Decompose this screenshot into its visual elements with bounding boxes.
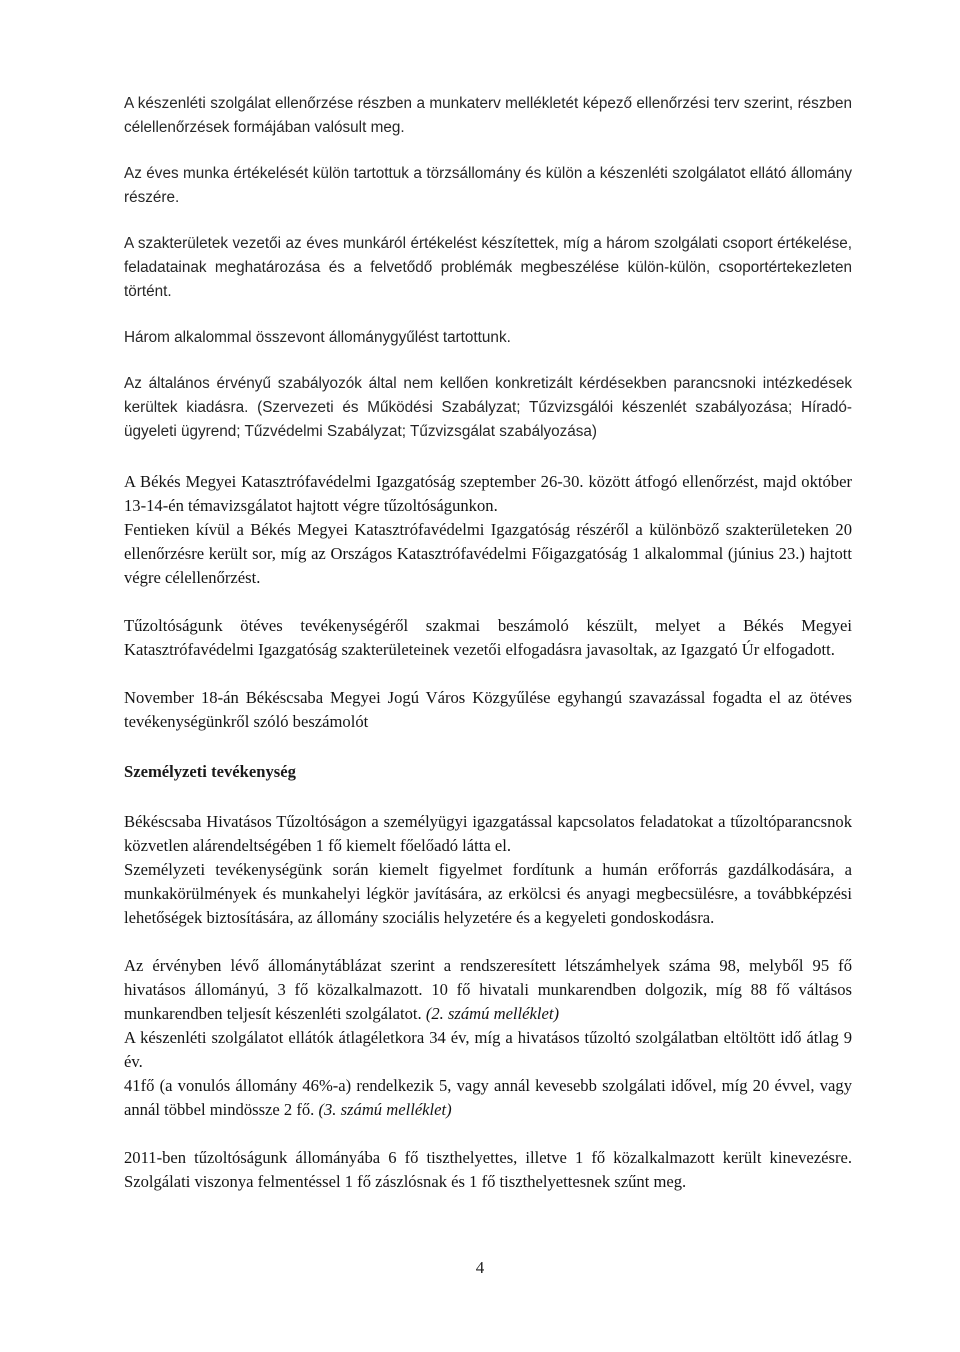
paragraph-headcount bbox=[124, 954, 852, 1026]
headcount-text: Az érvényben lévő állománytáblázat szerint a rendszeresített létszámhelyek száma 98, melyből 95 fő hivatásos állományú, 3 fő közalkalmazott. 10 fő hivatali munkarendben dolgozik, míg 88 fő váltásos munkarendben teljesít készenléti szolgálatot. bbox=[124, 956, 852, 1023]
page-number: 4 bbox=[475, 1258, 485, 1277]
appendix-2-reference: (2. számú melléklet) bbox=[425, 1004, 559, 1023]
service-time-text: 41fő (a vonulós állomány 46%-a) rendelkezik 5, vagy annál kevesebb szolgálati idővel, míg 20 évvel, vagy annál többel mindössze 2 fő. bbox=[124, 1076, 852, 1119]
document-page bbox=[124, 92, 852, 1194]
section-heading-personnel: Személyzeti tevékenység bbox=[124, 762, 296, 781]
paragraph-hr-administration: Békéscsaba Hivatásos Tűzoltóságon a személyügyi igazgatással kapcsolatos feladatokat a tűzoltóparancsnok közvetlen alárendeltségében 1 fő kiemelt főelőadó látta el. bbox=[124, 812, 852, 855]
paragraph-council-approval: November 18-án Békéscsaba Megyei Jogú Város Közgyűlése egyhangú szavazással fogadta el az ötéves tevékenységünkről szóló beszámolót bbox=[124, 688, 852, 731]
paragraph-staff-meetings: Három alkalommal összevont állománygyűlést tartottunk. bbox=[124, 329, 511, 346]
paragraph-further-inspections: Fentieken kívül a Békés Megyei Katasztrófavédelmi Igazgatóság részéről a különböző szakterületeken 20 ellenőrzésre került sor, míg az Országos Katasztrófavédelmi Főigazgatóság 1 alkalommal (június 23.) hajtott végre célellenőrzést. bbox=[124, 520, 852, 587]
paragraph-2011-appointments: 2011-ben tűzoltóságunk állományába 6 fő tiszthelyettes, illetve 1 fő közalkalmazott került kinevezésre. Szolgálati viszonya felmentéssel 1 fő zászlósnak és 1 fő tiszthelyettesnek szűnt meg. bbox=[124, 1148, 852, 1191]
paragraph-directorate-inspection: A Békés Megyei Katasztrófavédelmi Igazgatóság szeptember 26-30. között átfogó ellenőrzést, majd október 13-14-én témavizsgálatot hajtott végre tűzoltóságunkon. bbox=[124, 472, 852, 515]
paragraph-average-age: A készenléti szolgálatot ellátók átlagéletkora 34 év, míg a hivatásos tűzoltó szolgálatban eltöltött idő átlag 9 év. bbox=[124, 1028, 852, 1071]
paragraph-five-year-report: Tűzoltóságunk ötéves tevékenységéről szakmai beszámoló készült, melyet a Békés Megyei Katasztrófavédelmi Igazgatóság szakterületeinek vezetői elfogadásra javasoltak, az Igazgató Úr elfogadott. bbox=[124, 616, 852, 659]
appendix-3-reference: (3. számú melléklet) bbox=[318, 1100, 452, 1119]
paragraph-inspection: A készenléti szolgálat ellenőrzése részben a munkaterv mellékletét képező ellenőrzési terv szerint, részben célellenőrzések formájában valósult meg. bbox=[124, 95, 852, 136]
paragraph-annual-evaluation: Az éves munka értékelését külön tartottuk a törzsállomány és külön a készenléti szolgálatot ellátó állomány részére. bbox=[124, 165, 852, 206]
paragraph-department-heads: A szakterületek vezetői az éves munkáról értékelést készítettek, míg a három szolgálati csoport értékelése, feladatainak meghatározása és a felvetődő problémák megbeszélése külön-külön, csoportértekezleten történt. bbox=[124, 235, 852, 300]
paragraph-commander-orders: Az általános érvényű szabályozók által nem kellően konkretizált kérdésekben parancsnoki intézkedések kerültek kiadásra. (Szervezeti és Működési Szabályzat; Tűzvizsgálói készenlét szabályozása; Híradó-ügyeleti ügyrend; Tűzvédelmi Szabályzat; Tűzvizsgálat szabályozása) bbox=[124, 375, 852, 440]
paragraph-hr-priorities: Személyzeti tevékenységünk során kiemelt figyelmet fordítunk a humán erőforrás gazdálkodására, a munkakörülmények és munkahelyi légkör javítására, az erkölcsi és anyagi megbecsülésre, a továbbképzési lehetőségek biztosítására, az állomány szociális helyzetére és a kegyeleti gondoskodásra. bbox=[124, 860, 852, 927]
paragraph-service-time bbox=[124, 1074, 852, 1122]
